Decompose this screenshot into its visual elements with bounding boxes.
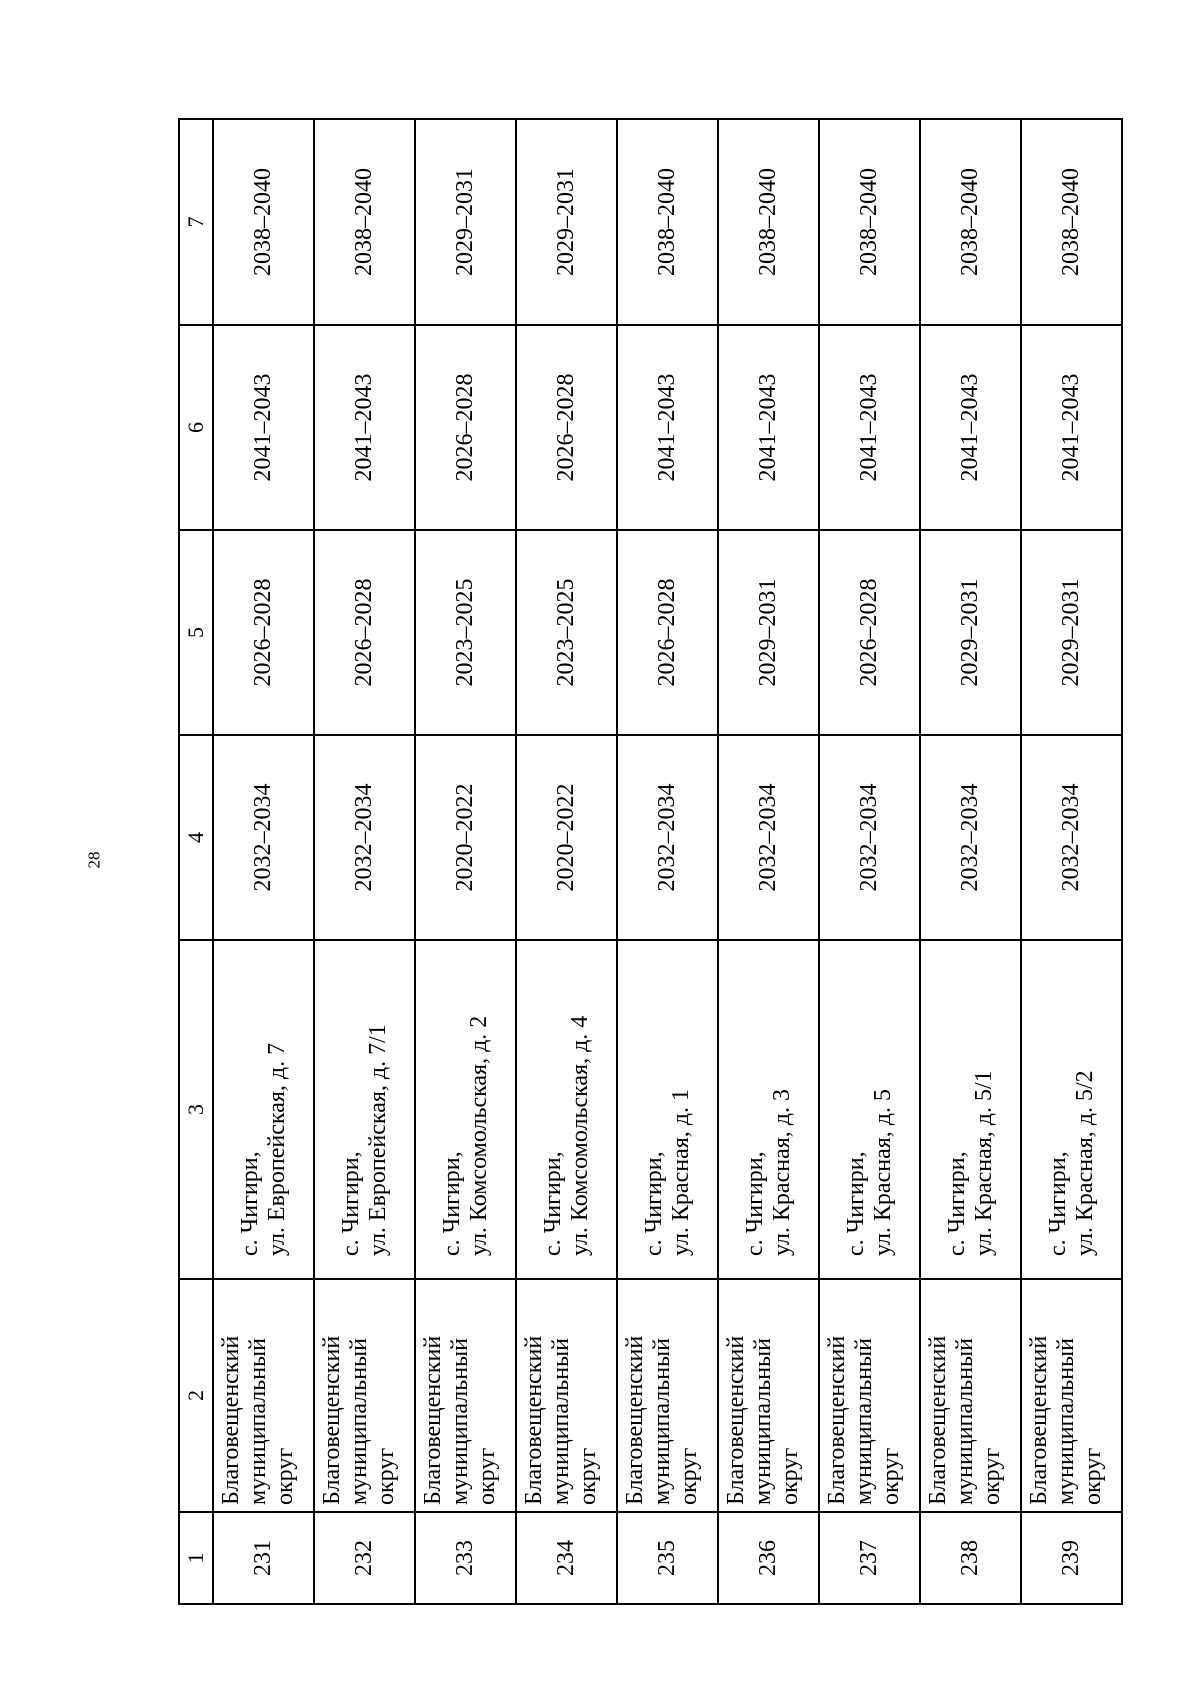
table-row — [1021, 119, 1122, 1604]
district-line: Благовещенский — [723, 1335, 749, 1505]
address-cell — [617, 940, 718, 1279]
district-cell — [718, 1279, 819, 1512]
district-line: округ — [574, 1447, 601, 1505]
district-cell — [415, 1279, 516, 1512]
period-cell-5: 2026–2028 — [617, 530, 718, 735]
col-header-1: 1 — [179, 1512, 213, 1604]
row-number-cell: 233 — [415, 1512, 516, 1604]
period-cell-5: 2029–2031 — [718, 530, 819, 735]
address-cell — [213, 940, 314, 1279]
address-cell — [718, 940, 819, 1279]
period-cell-5: 2026–2028 — [314, 530, 415, 735]
period-cell-5: 2029–2031 — [1021, 530, 1122, 735]
district-line: округ — [271, 1447, 298, 1505]
address-line: ул. Красная, д. 5/1 — [970, 1070, 997, 1256]
district-cell — [516, 1279, 617, 1512]
period-cell-5: 2023–2025 — [516, 530, 617, 735]
period-cell-5: 2026–2028 — [213, 530, 314, 735]
period-cell-7: 2038–2040 — [213, 119, 314, 325]
table-row — [213, 119, 314, 1604]
row-number-cell: 235 — [617, 1512, 718, 1604]
address-line: с. Чигири, — [741, 1151, 768, 1256]
address-line: ул. Комсомольская, д. 4 — [566, 1015, 593, 1256]
district-line: муниципальный — [749, 1337, 776, 1505]
district-line: муниципальный — [345, 1337, 372, 1505]
period-cell-5: 2029–2031 — [920, 530, 1021, 735]
period-cell-7: 2038–2040 — [1021, 119, 1122, 325]
period-cell-6: 2041–2043 — [314, 325, 415, 530]
district-line: округ — [473, 1447, 500, 1505]
district-line: муниципальный — [951, 1337, 978, 1505]
address-line: ул. Красная, д. 3 — [768, 1089, 795, 1256]
address-line: с. Чигири, — [337, 1151, 364, 1256]
period-cell-5: 2026–2028 — [819, 530, 920, 735]
district-line: Благовещенский — [1026, 1335, 1052, 1505]
address-line: с. Чигири, — [640, 1151, 667, 1256]
address-cell — [1021, 940, 1122, 1279]
period-cell-7: 2038–2040 — [617, 119, 718, 325]
col-header-7: 7 — [179, 119, 213, 325]
row-number-cell: 237 — [819, 1512, 920, 1604]
row-number-cell: 234 — [516, 1512, 617, 1604]
district-cell — [1021, 1279, 1122, 1512]
schedule-table — [178, 118, 1123, 1605]
address-line: с. Чигири, — [539, 1151, 566, 1256]
district-line: муниципальный — [648, 1337, 675, 1505]
table-row — [516, 119, 617, 1604]
address-line: ул. Красная, д. 5/2 — [1071, 1070, 1098, 1256]
period-cell-6: 2041–2043 — [819, 325, 920, 530]
col-header-2: 2 — [179, 1279, 213, 1512]
period-cell-6: 2041–2043 — [920, 325, 1021, 530]
address-line: с. Чигири, — [1044, 1151, 1071, 1256]
table-row — [718, 119, 819, 1604]
district-line: муниципальный — [244, 1337, 271, 1505]
table-row — [617, 119, 718, 1604]
district-line: Благовещенский — [925, 1335, 951, 1505]
period-cell-6: 2041–2043 — [718, 325, 819, 530]
row-number-cell: 232 — [314, 1512, 415, 1604]
address-line: с. Чигири, — [438, 1151, 465, 1256]
address-line: с. Чигири, — [236, 1151, 263, 1256]
table-row — [415, 119, 516, 1604]
col-header-6: 6 — [179, 325, 213, 530]
period-cell-7: 2038–2040 — [314, 119, 415, 325]
period-cell-4: 2020–2022 — [516, 735, 617, 940]
period-cell-7: 2029–2031 — [516, 119, 617, 325]
district-line: округ — [978, 1447, 1005, 1505]
district-cell — [819, 1279, 920, 1512]
address-line: ул. Европейская, д. 7/1 — [364, 1024, 391, 1256]
district-line: муниципальный — [850, 1337, 877, 1505]
row-number-cell: 238 — [920, 1512, 1021, 1604]
district-line: Благовещенский — [420, 1335, 446, 1505]
district-line: Благовещенский — [824, 1335, 850, 1505]
period-cell-6: 2041–2043 — [617, 325, 718, 530]
district-line: Благовещенский — [218, 1335, 244, 1505]
period-cell-4: 2032–2034 — [920, 735, 1021, 940]
col-header-4: 4 — [179, 735, 213, 940]
table-row — [819, 119, 920, 1604]
address-line: ул. Красная, д. 5 — [869, 1089, 896, 1256]
address-line: ул. Европейская, д. 7 — [263, 1042, 290, 1256]
address-cell — [314, 940, 415, 1279]
address-cell — [819, 940, 920, 1279]
district-line: округ — [372, 1447, 399, 1505]
table-body — [213, 119, 1122, 1604]
district-line: Благовещенский — [521, 1335, 547, 1505]
period-cell-6: 2026–2028 — [516, 325, 617, 530]
row-number-cell: 231 — [213, 1512, 314, 1604]
district-line: Благовещенский — [622, 1335, 648, 1505]
table-row — [314, 119, 415, 1604]
table-row — [920, 119, 1021, 1604]
district-line: округ — [675, 1447, 702, 1505]
period-cell-4: 2032–2034 — [314, 735, 415, 940]
period-cell-6: 2041–2043 — [213, 325, 314, 530]
address-cell — [516, 940, 617, 1279]
table-container — [178, 120, 1123, 1605]
period-cell-4: 2032–2034 — [819, 735, 920, 940]
district-line: муниципальный — [1052, 1337, 1079, 1505]
period-cell-4: 2020–2022 — [415, 735, 516, 940]
col-header-5: 5 — [179, 530, 213, 735]
period-cell-7: 2038–2040 — [718, 119, 819, 325]
address-cell — [920, 940, 1021, 1279]
page-number: 28 — [84, 851, 104, 869]
period-cell-5: 2023–2025 — [415, 530, 516, 735]
district-line: муниципальный — [547, 1337, 574, 1505]
period-cell-4: 2032–2034 — [213, 735, 314, 940]
period-cell-4: 2032–2034 — [1021, 735, 1122, 940]
district-line: округ — [877, 1447, 904, 1505]
district-line: Благовещенский — [319, 1335, 345, 1505]
period-cell-4: 2032–2034 — [718, 735, 819, 940]
district-line: муниципальный — [446, 1337, 473, 1505]
district-cell — [314, 1279, 415, 1512]
row-number-cell: 236 — [718, 1512, 819, 1604]
address-line: с. Чигири, — [943, 1151, 970, 1256]
address-cell — [415, 940, 516, 1279]
district-cell — [213, 1279, 314, 1512]
period-cell-7: 2038–2040 — [920, 119, 1021, 325]
period-cell-4: 2032–2034 — [617, 735, 718, 940]
col-header-3: 3 — [179, 940, 213, 1279]
address-line: ул. Комсомольская, д. 2 — [465, 1015, 492, 1256]
period-cell-7: 2029–2031 — [415, 119, 516, 325]
district-line: округ — [1079, 1447, 1106, 1505]
period-cell-7: 2038–2040 — [819, 119, 920, 325]
period-cell-6: 2041–2043 — [1021, 325, 1122, 530]
table-header-row — [179, 119, 213, 1604]
row-number-cell: 239 — [1021, 1512, 1122, 1604]
address-line: с. Чигири, — [842, 1151, 869, 1256]
district-cell — [920, 1279, 1021, 1512]
district-cell — [617, 1279, 718, 1512]
district-line: округ — [776, 1447, 803, 1505]
period-cell-6: 2026–2028 — [415, 325, 516, 530]
address-line: ул. Красная, д. 1 — [667, 1089, 694, 1256]
